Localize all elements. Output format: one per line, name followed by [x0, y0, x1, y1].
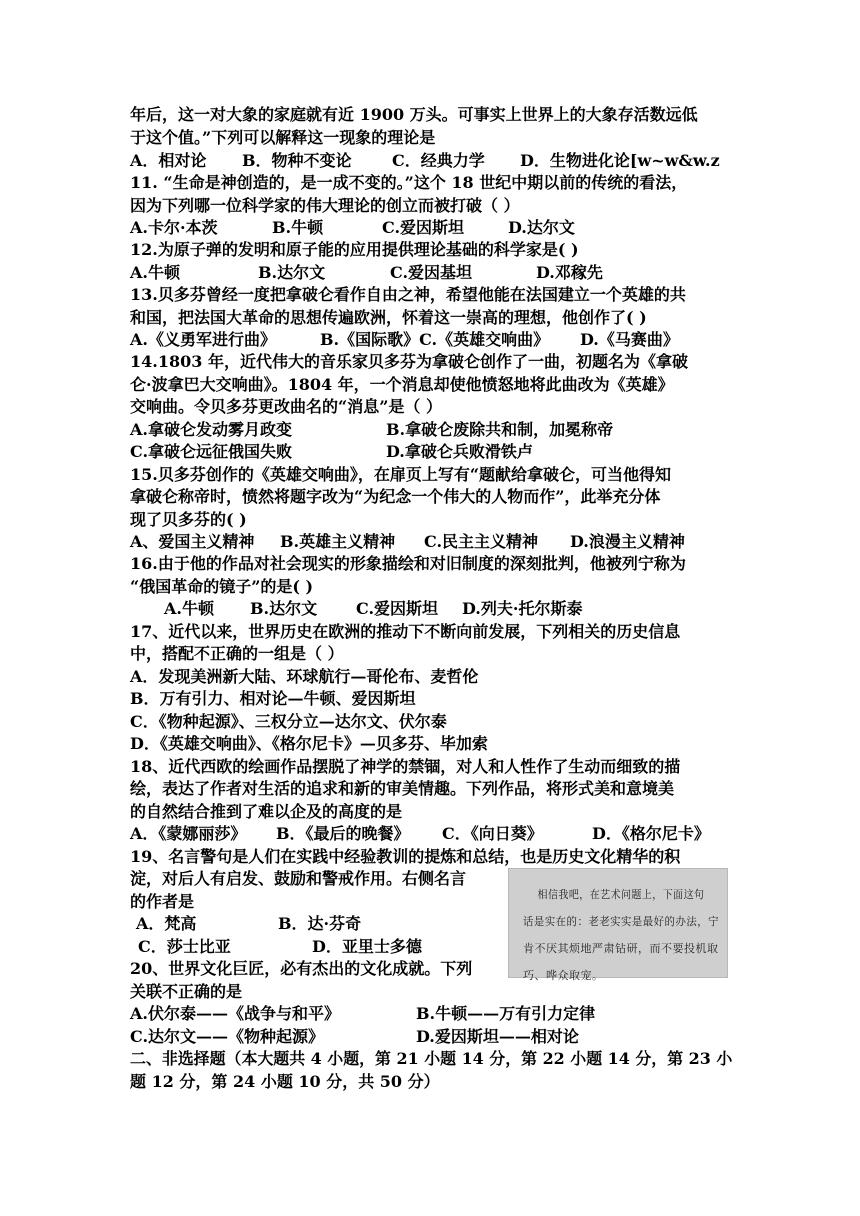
option-d: D.列夫·托尔斯泰 [462, 599, 583, 618]
text-line: 绘，表达了作者对生活的追求和新的审美情趣。下列作品，将形式美和意境美 [130, 779, 675, 798]
text-line: 现了贝多芬的( ) [130, 510, 247, 529]
option-d: D．《格尔尼卡》 [592, 824, 710, 843]
text-line: 仑·波拿巴大交响曲》。1804 年，一个消息却使他愤怒地将此曲改为《英雄》 [130, 375, 674, 394]
text-line: 于这个值。”下列可以解释这一现象的理论是 [130, 128, 436, 147]
option-d: D．生物进化论[w~w&w.z [520, 151, 720, 170]
quote-image [508, 868, 728, 982]
option-c: C.民主主义精神 [424, 532, 539, 551]
q19-options-row1 [130, 913, 490, 935]
text-line: 年后，这一对大象的家庭就有近 1900 万头。可事实上世界上的大象存活数远低 [130, 105, 698, 124]
option-c: C.拿破仑远征俄国失败 [130, 442, 293, 461]
option-c: C.达尔文——《物种起源》 [130, 1027, 325, 1046]
q11-options [130, 217, 730, 239]
option-b: B.英雄主义精神 [280, 532, 396, 551]
quote-line: 话是实在的：老老实实是最好的办法，宁 [523, 915, 719, 928]
option-b: B．达·芬奇 [278, 914, 362, 933]
quote-line: 肯不厌其烦地严肃钻研，而不要投机取 [523, 942, 719, 955]
text-line: 的自然结合推到了难以企及的高度的是 [130, 802, 403, 821]
question-15: 15.贝多芬创作的《英雄交响曲》，在扉页上写有“题献给拿破仑，可当他得知 [130, 465, 672, 484]
quote-line: 巧、哗众取宠。 [523, 969, 604, 982]
section-2-heading: 二、非选择题（本大题共 4 小题，第 21 小题 14 分，第 22 小题 14 分，第 23 小 [130, 1049, 733, 1068]
option-d: D．《英雄交响曲》、《格尔尼卡》—贝多芬、毕加索 [130, 734, 488, 753]
option-d: D.爱因斯坦——相对论 [416, 1027, 579, 1046]
option-a: A．梵高 [136, 914, 197, 933]
option-c: C．莎士比亚 [138, 937, 231, 956]
question-18: 18、近代西欧的绘画作品摆脱了神学的禁锢，对人和人性作了生动而细致的描 [130, 757, 681, 776]
option-c: C.爱因斯坦 [356, 599, 439, 618]
option-d: D.浪漫主义精神 [570, 532, 685, 551]
text-line: 和国，把法国大革命的思想传遍欧洲，怀着这一崇高的理想，他创作了( ) [130, 308, 647, 327]
option-a: A.伏尔泰——《战争与和平》 [130, 1004, 340, 1023]
q15-options [130, 531, 730, 553]
question-19: 19、名言警句是人们在实践中经验教训的提炼和总结，也是历史文化精华的积 [130, 847, 681, 866]
q13-options [130, 329, 730, 351]
option-c: C.爱因斯坦 [382, 218, 465, 237]
question-16: 16.由于他的作品对社会现实的形象描绘和对旧制度的深刻批判，他被列宁称为 [130, 554, 686, 573]
text-line: 中，搭配不正确的一组是（ ） [130, 644, 344, 663]
option-b: B.牛顿 [272, 218, 324, 237]
option-d: D.《马赛曲》 [580, 330, 679, 349]
option-b: B．物种不变论 [242, 151, 352, 170]
option-a: A.卡尔·本茨 [130, 218, 218, 237]
option-b: B．《最后的晚餐》 [276, 824, 410, 843]
text-line: 淀，对后人有启发、鼓励和警戒作用。右侧名言 [130, 869, 467, 888]
text-line: “俄国革命的镜子”的是( ) [130, 577, 314, 596]
option-a: A.牛顿 [130, 263, 180, 282]
option-c: C．经典力学 [392, 151, 485, 170]
option-d: D.拿破仑兵败滑铁卢 [386, 442, 533, 461]
option-b: B.达尔文 [250, 599, 318, 618]
option-a: A．发现美洲新大陆、环球航行—哥伦布、麦哲伦 [130, 667, 479, 686]
text-line: 交响曲。令贝多芬更改曲名的“消息”是（ ） [130, 397, 442, 416]
q10-options [130, 150, 730, 172]
option-a: A.《义勇军进行曲》 [130, 330, 276, 349]
q16-options [130, 598, 730, 620]
question-17: 17、近代以来，世界历史在欧洲的推动下不断向前发展，下列相关的历史信息 [130, 622, 681, 641]
option-a: A.拿破仑发动雾月政变 [130, 420, 292, 439]
q19-options-row2 [130, 936, 490, 958]
option-d: D．亚里士多德 [312, 937, 422, 956]
question-12: 12.为原子弹的发明和原子能的应用提供理论基础的科学家是( ) [130, 240, 579, 259]
option-b: B.达尔文 [258, 263, 326, 282]
option-c: C．《向日葵》 [442, 824, 543, 843]
option-c: C.爱因基坦 [390, 263, 473, 282]
text-line: 关联不正确的是 [130, 982, 243, 1001]
text-line: 的作者是 [130, 892, 195, 911]
q12-options [130, 262, 730, 284]
question-14: 14.1803 年，近代伟大的音乐家贝多芬为拿破仑创作了一曲，初题名为《拿破 [130, 352, 688, 371]
option-a: A、爱国主义精神 [130, 532, 255, 551]
q14-options-row1 [130, 419, 730, 441]
option-a: A.牛顿 [164, 599, 214, 618]
option-d: D.邓稼先 [536, 263, 603, 282]
q20-options-row2 [130, 1026, 730, 1048]
q18-options [130, 823, 730, 845]
text-line: 题 12 分，第 24 小题 10 分，共 50 分） [130, 1072, 440, 1091]
option-b: B.牛顿——万有引力定律 [416, 1004, 596, 1023]
option-b-c: B.《国际歌》C.《英雄交响曲》 [320, 330, 550, 349]
q20-options-row1 [130, 1003, 730, 1025]
q14-options-row2 [130, 441, 730, 463]
option-a: A．《蒙娜丽莎》 [130, 824, 247, 843]
question-11: 11. “生命是神创造的，是一成不变的。”这个 18 世纪中期以前的传统的看法， [130, 173, 688, 192]
question-13: 13.贝多芬曾经一度把拿破仑看作自由之神，希望他能在法国建立一个英雄的共 [130, 285, 686, 304]
option-c: C．《物种起源》、三权分立—达尔文、伏尔泰 [130, 712, 447, 731]
option-b: B.拿破仑废除共和制，加冕称帝 [386, 420, 614, 439]
option-d: D.达尔文 [508, 218, 575, 237]
quote-line: 相信我吧，在艺术问题上，下面这句 [537, 888, 705, 901]
option-b: B．万有引力、相对论—牛顿、爱因斯坦 [130, 689, 416, 708]
text-line: 拿破仑称帝时，愤然将题字改为“为纪念一个伟大的人物而作”，此举充分体 [130, 487, 661, 506]
text-line: 因为下列哪一位科学家的伟大理论的创立而被打破（ ） [130, 196, 520, 215]
option-a: A．相对论 [130, 151, 207, 170]
question-20: 20、世界文化巨匠，必有杰出的文化成就。下列 [130, 959, 473, 978]
